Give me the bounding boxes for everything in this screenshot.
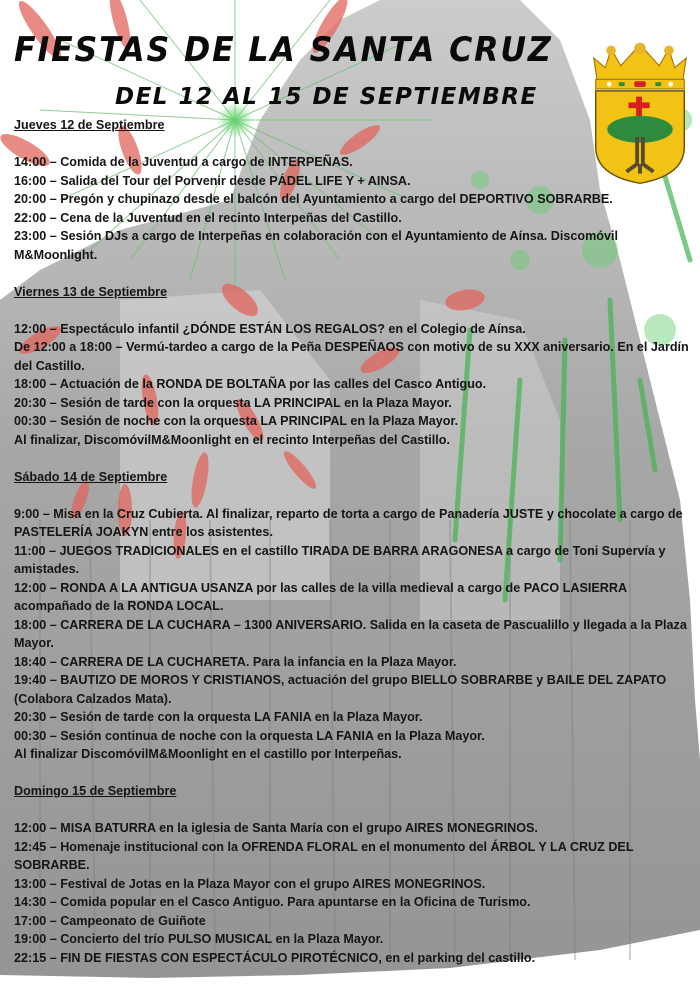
day-heading: Jueves 12 de Septiembre: [14, 118, 165, 132]
day-sunday: [14, 782, 694, 967]
event-item: 20:30 – Sesión de tarde con la orquesta LA PRINCIPAL en la Plaza Mayor.: [14, 395, 452, 410]
day-saturday: [14, 468, 694, 764]
day-friday: [14, 283, 694, 450]
event-item: 13:00 – Festival de Jotas en la Plaza Mayor con el grupo AIRES MONEGRINOS.: [14, 876, 486, 891]
event-item: De 12:00 a 18:00 – Vermú-tardeo a cargo de la Peña DESPEÑAOS con motivo de su XXX aniversario. En el Jardín del Castillo.: [14, 340, 689, 373]
event-item: 22:15 – FIN DE FIESTAS CON ESPECTÁCULO PIROTÉCNICO, en el parking del castillo.: [14, 950, 536, 965]
crown-icon: [594, 43, 686, 89]
poster-title: FIESTAS DE LA SANTA CRUZ: [14, 30, 553, 70]
event-item: 12:00 – RONDA A LA ANTIGUA USANZA por las calles de la villa medieval a cargo de PACO LASIERRA acompañado de la RONDA LOCAL.: [14, 580, 627, 613]
event-item: 22:00 – Cena de la Juventud en el recinto Interpeñas del Castillo.: [14, 210, 402, 225]
poster-subtitle: DEL 12 AL 15 DE SEPTIEMBRE: [115, 84, 538, 110]
event-item: 11:00 – JUEGOS TRADICIONALES en el castillo TIRADA DE BARRA ARAGONESA a cargo de Toni Supervía y amistades.: [14, 543, 666, 576]
event-item: 20:00 – Pregón y chupinazo desde el balcón del Ayuntamiento a cargo del DEPORTIVO SOBRARBE.: [14, 192, 613, 206]
day-heading: Domingo 15 de Septiembre: [14, 784, 177, 798]
event-item: 18:00 – Actuación de la RONDA DE BOLTAÑA por las calles del Casco Antiguo.: [14, 377, 487, 391]
event-item: 00:30 – Sesión de noche con la orquesta LA PRINCIPAL en la Plaza Mayor.: [14, 414, 459, 428]
event-item: 20:30 – Sesión de tarde con la orquesta LA FANIA en la Plaza Mayor.: [14, 710, 423, 724]
event-item: 9:00 – Misa en la Cruz Cubierta. Al finalizar, reparto de torta a cargo de Panadería JUSTE y chocolate a cargo de PASTELERÍA JOAKYN entre los asistentes.: [14, 506, 683, 539]
event-item: 18:00 – CARRERA DE LA CUCHARA – 1300 ANIVERSARIO. Salida en la caseta de Pascualillo y llegada a la Plaza Mayor.: [14, 617, 687, 650]
event-item: 12:00 – MISA BATURRA en la iglesia de Santa María con el grupo AIRES MONEGRINOS.: [14, 821, 538, 835]
event-item: 23:00 – Sesión DJs a cargo de Interpeñas en colaboración con el Ayuntamiento de Aínsa. Discomóvil M&Moonlight.: [14, 229, 618, 262]
event-item: 19:00 – Concierto del trío PULSO MUSICAL en la Plaza Mayor.: [14, 932, 384, 946]
day-thursday: [14, 116, 694, 264]
day-heading: Sábado 14 de Septiembre: [14, 469, 168, 484]
event-item: 12:45 – Homenaje institucional con la OFRENDA FLORAL en el monumento del ÁRBOL Y LA CRUZ DEL SOBRARBE.: [14, 839, 634, 872]
program-schedule: [14, 116, 694, 986]
event-item: 19:40 – BAUTIZO DE MOROS Y CRISTIANOS, actuación del grupo BIELLO SOBRARBE y BAILE DEL ZAPATO (Colabora Calzados Mata).: [14, 673, 667, 706]
event-item: 18:40 – CARRERA DE LA CUCHARETA. Para la infancia en la Plaza Mayor.: [14, 654, 457, 669]
event-item: 17:00 – Campeonato de Guiñote: [14, 913, 206, 928]
event-item: Al finalizar DiscomóvilM&Moonlight en el castillo por Interpeñas.: [14, 747, 402, 761]
event-item: 14:30 – Comida popular en el Casco Antiguo. Para apuntarse en la Oficina de Turismo.: [14, 895, 531, 909]
event-item: 14:00 – Comida de la Juventud a cargo de INTERPEÑAS.: [14, 155, 353, 169]
day-heading: Viernes 13 de Septiembre: [14, 284, 168, 299]
event-item: 00:30 – Sesión continua de noche con la orquesta LA FANIA en la Plaza Mayor.: [14, 728, 485, 743]
event-item: Al finalizar, DiscomóvilM&Moonlight en el recinto Interpeñas del Castillo.: [14, 432, 450, 447]
event-item: 12:00 – Espectáculo infantil ¿DÓNDE ESTÁN LOS REGALOS? en el Colegio de Aínsa.: [14, 321, 526, 336]
event-item: 16:00 – Salida del Tour del Porvenir desde PÁDEL LIFE Y + AINSA.: [14, 173, 411, 188]
